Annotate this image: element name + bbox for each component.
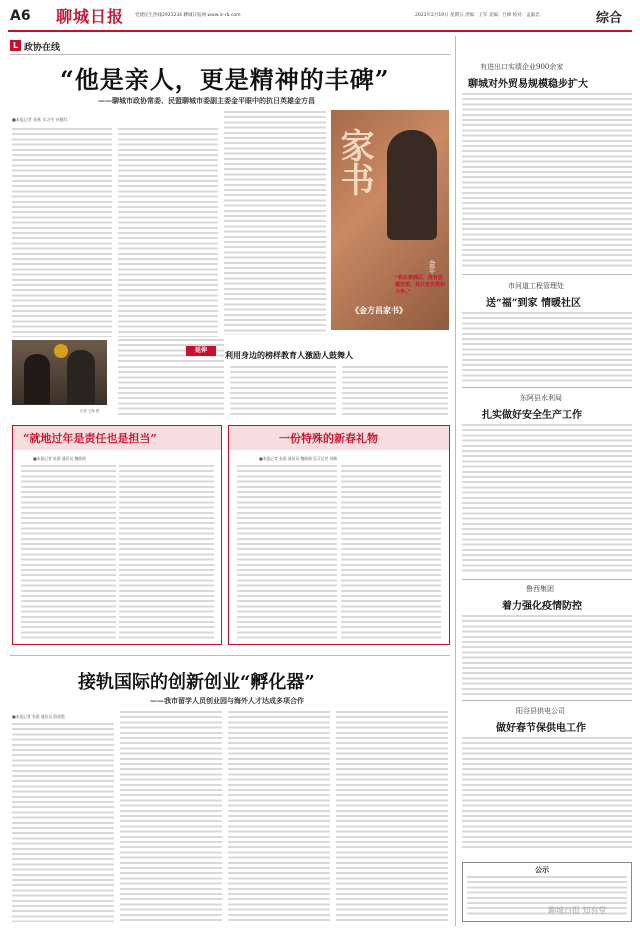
sidebar-item2-body [462,311,632,383]
main-photo [12,340,107,405]
sidebar-item2-kicker: 市河道工程管理处 [508,282,564,290]
sidebar-item5-body [462,736,632,848]
feature-left-headline: “就地过年是责任也是担当” [23,432,157,445]
header-rule [8,30,632,32]
book-cover-image [331,110,449,330]
sidebar-rule-4 [462,579,632,580]
bottom-subtitle: ——我市留学人员创业园与海外人才达成多项合作 [150,696,304,705]
column-rule [10,54,450,55]
sidebar-rule-2 [462,274,632,275]
paper-logo: 聊城日报 [56,7,125,26]
sidebar-item1-kicker: 有进出口实绩企业900余家 [480,63,564,71]
sidebar-item1-headline: 聊城对外贸易规模稳步扩大 [468,79,588,90]
feature-right-byline: ■本报记者 张燕 通讯员 魏晓刚 见习记者 刘琳 [259,456,337,461]
section-label: 综合 [596,11,623,26]
sidebar-item4-body [462,614,632,696]
book-cover-portrait [387,130,437,240]
feature-left-box [12,425,222,645]
sidebar-item3-headline: 扎实做好安全生产工作 [482,410,582,421]
main-body-col3 [224,110,326,335]
book-cover-author: 金平 [428,260,436,274]
sidebar-item3-body [462,423,632,575]
page-number: A6 [10,8,31,24]
sidebar-item2-headline: 送“福”到家 情暖社区 [486,298,581,309]
header-center-text: 党建民生热线2921234 聊城日报网 www.lc-rb.com [135,13,241,18]
main-photo-caption: 记者 王海 摄 [80,409,100,413]
main-byline: ■本报记者 张燕 实习生 孙继红 [12,117,68,122]
bottom-rule [10,655,450,656]
main-body-col1 [12,127,112,337]
bottom-headline: 接轨国际的创新创业“孵化器” [78,672,315,693]
column-badge: L [10,40,21,51]
book-cover-big-char: 家书 [334,128,374,196]
watermark: 聊城日报 知有堂 [548,906,607,915]
bottom-byline: ■本报记者 张燕 通讯员 薛晨霞 [12,714,65,719]
header-date-line: 2021年2月19日 星期五 责编：王军 美编：吕峰 校对：孟毅忠 [415,13,540,18]
photo-person-2 [67,350,95,404]
feature-right-headline: 一份特殊的新春礼物 [279,432,378,445]
extension-tag: 延伸 [186,346,216,356]
bottom-body-col3 [228,710,330,922]
bottom-body-col1 [12,722,114,922]
bottom-body-col2 [120,710,222,922]
extension-body-col3 [230,365,336,415]
book-cover-slogan: “我在被捕后，没有丝毫恐惧，我只有仇恨和斗争。” [395,275,446,295]
sidebar-rule-5 [462,700,632,701]
main-headline: “他是亲人，更是精神的丰碑” [60,65,390,94]
feature-left-byline: ■本报记者 张燕 通讯员 魏晓刚 [33,456,86,461]
photo-person-1 [24,354,50,404]
sidebar-item5-kicker: 阳谷县供电公司 [516,707,565,715]
bottom-body-col4 [336,710,448,922]
feature-left-body-col2 [119,464,214,639]
sidebar-rule-3 [462,387,632,388]
main-body-col2 [118,127,218,337]
column-title: 政协在线 [24,43,61,53]
sidebar-item5-headline: 做好春节保供电工作 [496,723,586,734]
book-cover-title: 《金方昌家书》 [351,305,407,315]
extension-headline: 利用身边的榜样教育人激励人鼓舞人 [225,350,353,360]
notice-title: 公示 [535,865,549,874]
feature-right-body-col1 [237,464,337,639]
page-header [0,0,640,34]
sidebar-item4-kicker: 鲁西集团 [526,585,554,593]
sidebar-item4-headline: 着力强化疫情防控 [502,601,582,612]
feature-right-box [228,425,450,645]
photo-flowers [54,344,68,358]
feature-right-body-col2 [341,464,441,639]
feature-left-body-col1 [21,464,116,639]
sidebar-item1-body [462,92,632,270]
main-subtitle: ——聊城市政协常委、民盟聊城市委副主委金平眼中的抗日英雄金方昌 [98,96,315,105]
sidebar-item3-kicker: 东阿县水利局 [520,394,562,402]
sidebar-divider [455,36,456,926]
extension-body-col2 [118,365,224,415]
extension-body-col4 [342,365,448,415]
